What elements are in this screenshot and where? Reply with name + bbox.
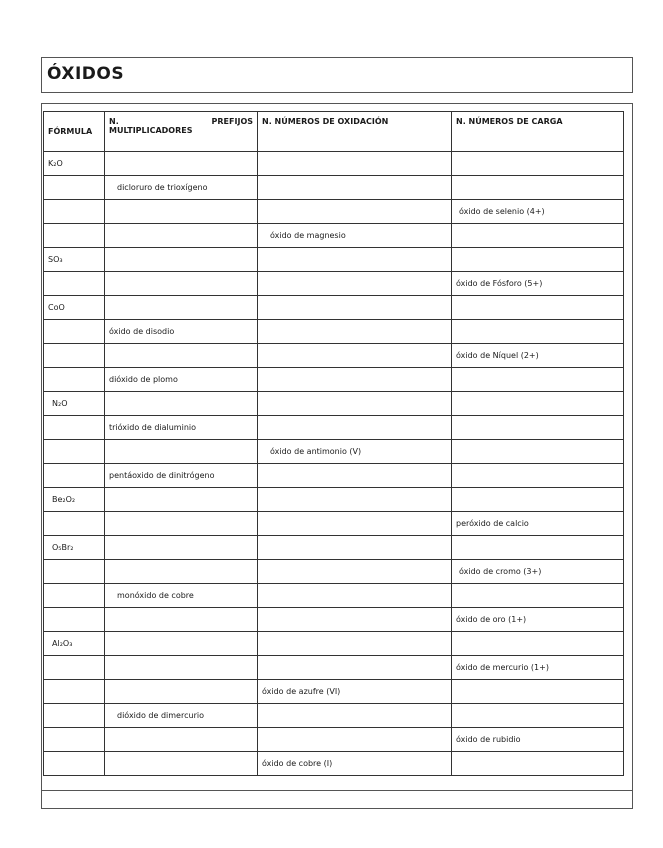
table-row bbox=[44, 392, 624, 416]
oxidacion-cell[interactable] bbox=[258, 296, 452, 320]
formula-cell[interactable] bbox=[44, 680, 105, 704]
title-box bbox=[41, 57, 633, 93]
prefijos-cell[interactable] bbox=[105, 536, 258, 560]
footer-divider bbox=[41, 790, 633, 791]
oxidacion-cell[interactable]: óxido de cobre (I) bbox=[258, 752, 452, 776]
table-row bbox=[44, 536, 624, 560]
table-row bbox=[44, 464, 624, 488]
carga-cell[interactable]: peróxido de calcio bbox=[452, 512, 624, 536]
carga-cell[interactable] bbox=[452, 320, 624, 344]
prefijos-cell[interactable] bbox=[105, 392, 258, 416]
oxidacion-cell[interactable] bbox=[258, 608, 452, 632]
formula-cell[interactable] bbox=[44, 656, 105, 680]
oxidacion-cell[interactable] bbox=[258, 704, 452, 728]
carga-cell[interactable] bbox=[452, 488, 624, 512]
prefijos-cell[interactable] bbox=[105, 488, 258, 512]
formula-cell[interactable] bbox=[44, 416, 105, 440]
oxidacion-cell[interactable] bbox=[258, 560, 452, 584]
table-row bbox=[44, 632, 624, 656]
table-row bbox=[44, 560, 624, 584]
prefijos-cell[interactable] bbox=[105, 152, 258, 176]
table-row bbox=[44, 704, 624, 728]
table-row bbox=[44, 752, 624, 776]
prefijos-cell[interactable]: óxido de disodio bbox=[105, 320, 258, 344]
oxidacion-cell[interactable] bbox=[258, 584, 452, 608]
prefijos-cell[interactable] bbox=[105, 608, 258, 632]
oxidacion-cell[interactable] bbox=[258, 368, 452, 392]
formula-cell[interactable]: K₂O bbox=[44, 152, 105, 176]
carga-cell[interactable] bbox=[452, 392, 624, 416]
formula-cell[interactable] bbox=[44, 608, 105, 632]
formula-cell[interactable]: O₅Br₂ bbox=[44, 536, 105, 560]
header-oxidacion: N. NÚMEROS DE OXIDACIÓN bbox=[258, 112, 452, 152]
oxidacion-cell[interactable] bbox=[258, 464, 452, 488]
oxidacion-cell[interactable] bbox=[258, 512, 452, 536]
table-row bbox=[44, 152, 624, 176]
prefijos-cell[interactable]: dicloruro de trioxígeno bbox=[105, 176, 258, 200]
oxidacion-cell[interactable] bbox=[258, 728, 452, 752]
oxidacion-cell[interactable] bbox=[258, 416, 452, 440]
carga-cell[interactable] bbox=[452, 296, 624, 320]
oxidacion-cell[interactable] bbox=[258, 152, 452, 176]
prefijos-cell[interactable] bbox=[105, 200, 258, 224]
carga-cell[interactable] bbox=[452, 416, 624, 440]
carga-cell[interactable]: óxido de oro (1+) bbox=[452, 608, 624, 632]
carga-cell[interactable] bbox=[452, 440, 624, 464]
oxidacion-cell[interactable] bbox=[258, 176, 452, 200]
prefijos-cell[interactable] bbox=[105, 440, 258, 464]
oxidacion-cell[interactable] bbox=[258, 344, 452, 368]
formula-cell[interactable] bbox=[44, 704, 105, 728]
oxidacion-cell[interactable] bbox=[258, 536, 452, 560]
page-title: ÓXIDOS bbox=[47, 64, 125, 84]
formula-cell[interactable]: N₂O bbox=[44, 392, 105, 416]
oxidacion-cell[interactable]: óxido de azufre (VI) bbox=[258, 680, 452, 704]
oxidacion-cell[interactable] bbox=[258, 320, 452, 344]
prefijos-cell[interactable] bbox=[105, 224, 258, 248]
table-row bbox=[44, 320, 624, 344]
header-prefijos bbox=[105, 112, 258, 152]
carga-cell[interactable] bbox=[452, 680, 624, 704]
table-row bbox=[44, 728, 624, 752]
prefijos-cell[interactable]: pentáoxido de dinitrógeno bbox=[105, 464, 258, 488]
oxidacion-cell[interactable] bbox=[258, 248, 452, 272]
formula-cell[interactable]: CoO bbox=[44, 296, 105, 320]
table-row bbox=[44, 440, 624, 464]
formula-cell[interactable] bbox=[44, 272, 105, 296]
header-prefijos-n: N. bbox=[109, 117, 119, 126]
oxidacion-cell[interactable] bbox=[258, 200, 452, 224]
formula-cell[interactable] bbox=[44, 224, 105, 248]
table-row bbox=[44, 368, 624, 392]
header-row bbox=[44, 112, 624, 152]
formula-cell[interactable]: Al₂O₃ bbox=[44, 632, 105, 656]
formula-cell[interactable] bbox=[44, 560, 105, 584]
table-row bbox=[44, 512, 624, 536]
carga-cell[interactable] bbox=[452, 464, 624, 488]
table-row bbox=[44, 416, 624, 440]
table-row bbox=[44, 680, 624, 704]
oxides-table bbox=[43, 111, 624, 776]
oxidacion-cell[interactable]: óxido de antimonio (V) bbox=[258, 440, 452, 464]
formula-cell[interactable] bbox=[44, 584, 105, 608]
table-row bbox=[44, 248, 624, 272]
carga-cell[interactable]: óxido de Níquel (2+) bbox=[452, 344, 624, 368]
table-row bbox=[44, 608, 624, 632]
formula-cell[interactable] bbox=[44, 512, 105, 536]
table-row bbox=[44, 296, 624, 320]
oxidacion-cell[interactable] bbox=[258, 272, 452, 296]
oxidacion-cell[interactable] bbox=[258, 488, 452, 512]
formula-cell[interactable] bbox=[44, 752, 105, 776]
header-carga: N. NÚMEROS DE CARGA bbox=[452, 112, 624, 152]
prefijos-cell[interactable]: dióxido de plomo bbox=[105, 368, 258, 392]
table-row bbox=[44, 176, 624, 200]
table-row bbox=[44, 488, 624, 512]
prefijos-cell[interactable] bbox=[105, 344, 258, 368]
formula-cell[interactable] bbox=[44, 464, 105, 488]
carga-cell[interactable]: óxido de rubidio bbox=[452, 728, 624, 752]
formula-cell[interactable] bbox=[44, 440, 105, 464]
formula-cell[interactable] bbox=[44, 368, 105, 392]
formula-cell[interactable] bbox=[44, 320, 105, 344]
prefijos-cell[interactable]: dióxido de dimercurio bbox=[105, 704, 258, 728]
carga-cell[interactable] bbox=[452, 248, 624, 272]
table-row bbox=[44, 200, 624, 224]
formula-cell[interactable] bbox=[44, 176, 105, 200]
prefijos-cell[interactable] bbox=[105, 680, 258, 704]
prefijos-cell[interactable] bbox=[105, 632, 258, 656]
carga-cell[interactable]: óxido de mercurio (1+) bbox=[452, 656, 624, 680]
formula-cell[interactable] bbox=[44, 200, 105, 224]
carga-cell[interactable]: óxido de selenio (4+) bbox=[452, 200, 624, 224]
prefijos-cell[interactable] bbox=[105, 656, 258, 680]
carga-cell[interactable]: óxido de Fósforo (5+) bbox=[452, 272, 624, 296]
table-row bbox=[44, 224, 624, 248]
carga-cell[interactable] bbox=[452, 536, 624, 560]
prefijos-cell[interactable] bbox=[105, 752, 258, 776]
prefijos-cell[interactable] bbox=[105, 728, 258, 752]
oxidacion-cell[interactable]: óxido de magnesio bbox=[258, 224, 452, 248]
header-formula: FÓRMULA bbox=[44, 112, 105, 152]
prefijos-cell[interactable] bbox=[105, 296, 258, 320]
table-row bbox=[44, 272, 624, 296]
prefijos-cell[interactable] bbox=[105, 248, 258, 272]
table-row bbox=[44, 656, 624, 680]
formula-cell[interactable] bbox=[44, 728, 105, 752]
oxidacion-cell[interactable] bbox=[258, 656, 452, 680]
carga-cell[interactable] bbox=[452, 152, 624, 176]
carga-cell[interactable] bbox=[452, 176, 624, 200]
carga-cell[interactable] bbox=[452, 224, 624, 248]
prefijos-cell[interactable] bbox=[105, 560, 258, 584]
carga-cell[interactable] bbox=[452, 632, 624, 656]
header-prefijos-sub: MULTIPLICADORES bbox=[109, 126, 193, 135]
oxidacion-cell[interactable] bbox=[258, 632, 452, 656]
formula-cell[interactable] bbox=[44, 344, 105, 368]
carga-cell[interactable] bbox=[452, 584, 624, 608]
table-row bbox=[44, 584, 624, 608]
formula-cell[interactable]: Be₂O₂ bbox=[44, 488, 105, 512]
prefijos-cell[interactable] bbox=[105, 272, 258, 296]
formula-cell[interactable]: SO₃ bbox=[44, 248, 105, 272]
prefijos-cell[interactable] bbox=[105, 512, 258, 536]
carga-cell[interactable] bbox=[452, 368, 624, 392]
oxidacion-cell[interactable] bbox=[258, 392, 452, 416]
carga-cell[interactable] bbox=[452, 704, 624, 728]
carga-cell[interactable]: óxido de cromo (3+) bbox=[452, 560, 624, 584]
table-row bbox=[44, 344, 624, 368]
carga-cell[interactable] bbox=[452, 752, 624, 776]
header-prefijos-label: PREFIJOS bbox=[211, 117, 253, 126]
prefijos-cell[interactable]: trióxido de dialuminio bbox=[105, 416, 258, 440]
prefijos-cell[interactable]: monóxido de cobre bbox=[105, 584, 258, 608]
